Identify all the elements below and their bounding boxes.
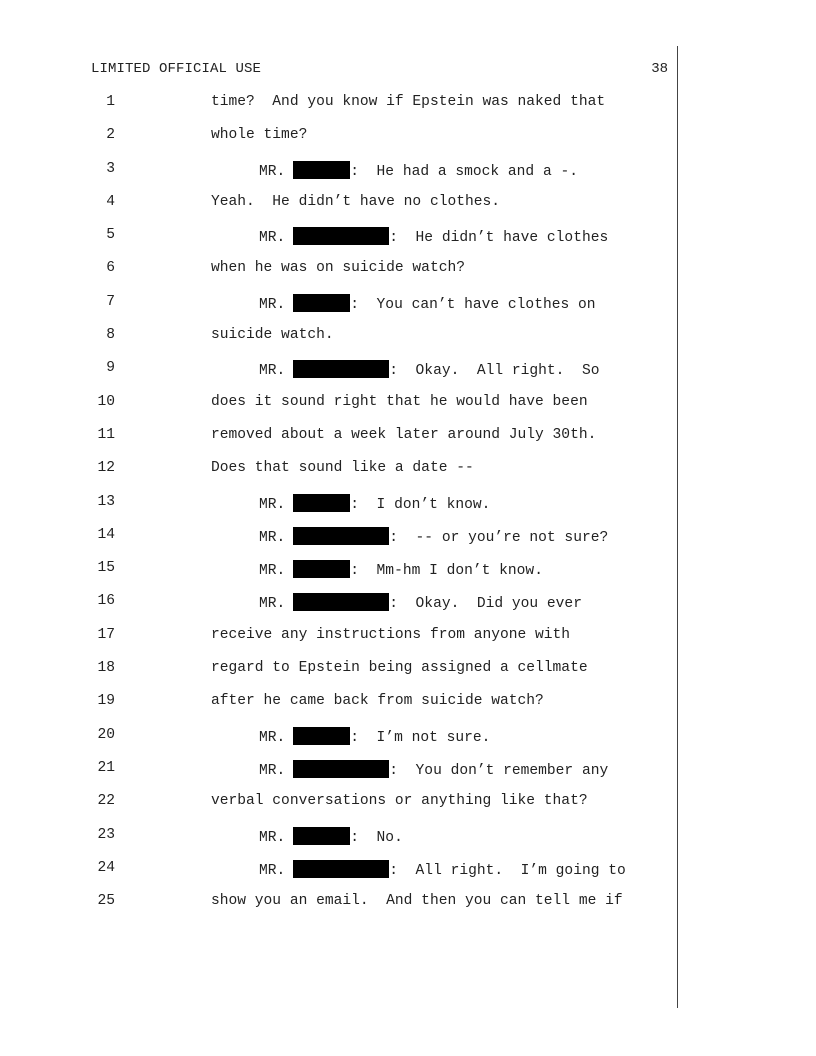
transcript-line	[0, 527, 816, 560]
line-text	[259, 494, 490, 513]
speaker-prefix: MR.	[259, 230, 286, 247]
line-number: 10	[97, 393, 115, 410]
line-number: 8	[106, 327, 115, 344]
speaker-prefix: MR.	[259, 563, 286, 580]
transcript-line	[0, 793, 816, 826]
line-number: 6	[106, 260, 115, 277]
redacted-name-block	[293, 593, 389, 611]
line-text	[259, 161, 578, 180]
line-text: does it sound right that he would have been	[211, 393, 588, 410]
line-text: after he came back from suicide watch?	[211, 693, 544, 710]
transcript-line	[0, 860, 816, 893]
transcript-line	[0, 194, 816, 227]
transcript-line	[0, 394, 816, 427]
line-text	[259, 727, 490, 746]
line-number: 1	[106, 94, 115, 110]
line-number: 7	[106, 293, 115, 310]
line-number: 4	[106, 193, 115, 210]
transcript-line	[0, 693, 816, 726]
line-text	[259, 827, 403, 846]
classification-label: LIMITED OFFICIAL USE	[91, 61, 262, 77]
line-text: receive any instructions from anyone with	[211, 626, 571, 643]
line-number: 11	[97, 426, 115, 443]
line-text	[259, 527, 608, 546]
transcript-line	[0, 460, 816, 493]
transcript-line	[0, 760, 816, 793]
line-number: 9	[106, 360, 115, 377]
transcript-body	[0, 94, 816, 926]
line-number: 15	[97, 560, 115, 577]
redacted-name-block	[293, 494, 350, 512]
line-number: 3	[106, 160, 115, 177]
redacted-name-block	[293, 727, 350, 745]
transcript-line	[0, 727, 816, 760]
page-number: 38	[651, 61, 668, 77]
line-number: 13	[97, 493, 115, 510]
line-number: 17	[97, 626, 115, 643]
transcript-line	[0, 94, 816, 127]
speaker-prefix: MR.	[259, 596, 286, 613]
speaker-prefix: MR.	[259, 529, 286, 546]
speaker-prefix: MR.	[259, 363, 286, 380]
transcript-line	[0, 893, 816, 926]
speaker-prefix: MR.	[259, 762, 286, 779]
redacted-name-block	[293, 560, 350, 578]
line-number: 24	[97, 859, 115, 876]
transcript-line	[0, 494, 816, 527]
line-text: Yeah. He didn’t have no clothes.	[211, 193, 501, 210]
transcript-line	[0, 560, 816, 593]
line-text	[259, 593, 582, 612]
line-number: 23	[97, 826, 115, 843]
redacted-name-block	[293, 360, 389, 378]
line-text: time? And you know if Epstein was naked that	[211, 94, 606, 110]
spoken-text: : All right. I’m going to	[389, 862, 626, 879]
transcript-line	[0, 360, 816, 393]
line-text: when he was on suicide watch?	[211, 260, 465, 277]
transcript-line	[0, 827, 816, 860]
transcript-line	[0, 627, 816, 660]
line-number: 22	[97, 793, 115, 810]
spoken-text: : He had a smock and a -.	[350, 163, 578, 180]
line-text: verbal conversations or anything like that?	[211, 793, 588, 810]
redacted-name-block	[293, 294, 350, 312]
speaker-prefix: MR.	[259, 296, 286, 313]
spoken-text: : I’m not sure.	[350, 729, 491, 746]
line-number: 19	[97, 693, 115, 710]
redacted-name-block	[293, 161, 350, 179]
speaker-prefix: MR.	[259, 496, 286, 513]
spoken-text: : He didn’t have clothes	[389, 230, 609, 247]
line-number: 16	[97, 593, 115, 610]
spoken-text: : -- or you’re not sure?	[389, 529, 609, 546]
line-text: whole time?	[211, 127, 308, 144]
speaker-prefix: MR.	[259, 862, 286, 879]
line-text	[259, 227, 608, 246]
transcript-line	[0, 227, 816, 260]
redacted-name-block	[293, 860, 389, 878]
line-number: 25	[97, 893, 115, 910]
line-text: Does that sound like a date --	[211, 460, 474, 477]
transcript-line	[0, 294, 816, 327]
redacted-name-block	[293, 227, 389, 245]
line-number: 2	[106, 127, 115, 144]
line-number: 20	[97, 726, 115, 743]
line-number: 18	[97, 660, 115, 677]
transcript-line	[0, 327, 816, 360]
line-text	[259, 860, 626, 879]
spoken-text: : I don’t know.	[350, 496, 491, 513]
line-text	[259, 760, 608, 779]
spoken-text: : You don’t remember any	[389, 762, 609, 779]
spoken-text: : No.	[350, 829, 403, 846]
line-text: suicide watch.	[211, 327, 334, 344]
line-text	[259, 560, 543, 579]
line-number: 12	[97, 460, 115, 477]
transcript-line	[0, 127, 816, 160]
spoken-text: : Okay. Did you ever	[389, 596, 582, 613]
spoken-text: : Okay. All right. So	[389, 363, 600, 380]
speaker-prefix: MR.	[259, 729, 286, 746]
transcript-line	[0, 161, 816, 194]
line-number: 5	[106, 227, 115, 244]
line-number: 21	[97, 759, 115, 776]
speaker-prefix: MR.	[259, 163, 286, 180]
spoken-text: : Mm-hm I don’t know.	[350, 563, 543, 580]
line-number: 14	[97, 526, 115, 543]
speaker-prefix: MR.	[259, 829, 286, 846]
line-text: removed about a week later around July 30th.	[211, 426, 597, 443]
line-text: regard to Epstein being assigned a cellmate	[211, 660, 588, 677]
spoken-text: : You can’t have clothes on	[350, 296, 596, 313]
line-text	[259, 360, 599, 379]
line-text	[259, 294, 596, 313]
redacted-name-block	[293, 827, 350, 845]
transcript-line	[0, 593, 816, 626]
redacted-name-block	[293, 527, 389, 545]
line-text: show you an email. And then you can tell me if	[211, 893, 623, 910]
page-header	[91, 61, 668, 81]
redacted-name-block	[293, 760, 389, 778]
transcript-line	[0, 660, 816, 693]
transcript-line	[0, 427, 816, 460]
transcript-line	[0, 260, 816, 293]
